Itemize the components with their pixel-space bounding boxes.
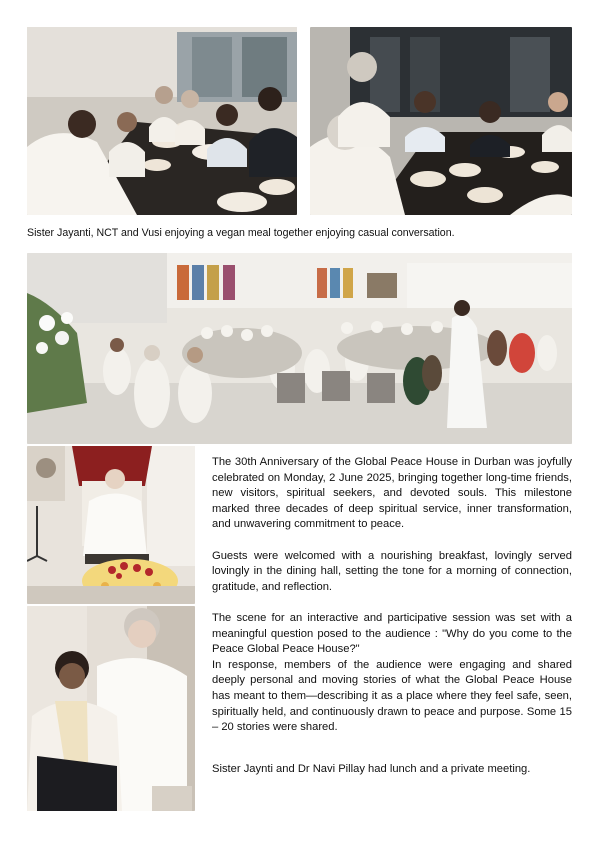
photo-speaker-stage [27, 446, 195, 604]
photo-audience-hall [27, 253, 572, 444]
article-paragraph-lunch: Sister Jaynti and Dr Navi Pillay had lunch and a private meeting. [212, 762, 531, 775]
photo-dining-table-left [27, 27, 297, 215]
photo-two-women-portrait [27, 606, 195, 811]
photo-dining-table-right [310, 27, 572, 215]
article-body [212, 455, 572, 793]
photo-caption: Sister Jayanti, NCT and Vusi enjoying a vegan meal together enjoying casual conversation. [27, 227, 455, 239]
article-paragraph-anniversary: The 30th Anniversary of the Global Peace House in Durban was joyfully celebrated on Monday, 2 June 2025, bringing together long-time friends, new visitors, spiritual seekers, and devoted souls. This milestone marked three decades of deep spiritual service, inner transformation, and unwavering commitment to peace. [212, 456, 572, 531]
article-paragraph-breakfast: Guests were welcomed with a nourishing breakfast, lovingly served lovingly in the dining hall, setting the tone for a morning of connection, gratitude, and reflection. [212, 549, 572, 593]
article-paragraph-stories: In response, members of the audience were engaging and shared deeply personal and moving stories of what the Global Peace House has meant to them—describing it as a place where they feel safe, seen, spiritually held, and continuously drawn to peace and purpose. Some 15 – 20 stories were shared. [212, 658, 572, 734]
article-paragraph-question: The scene for an interactive and participative session was set with a meaningful question posed to the audience : "Why do you come to the Peace Global Peace House?" [212, 611, 572, 656]
